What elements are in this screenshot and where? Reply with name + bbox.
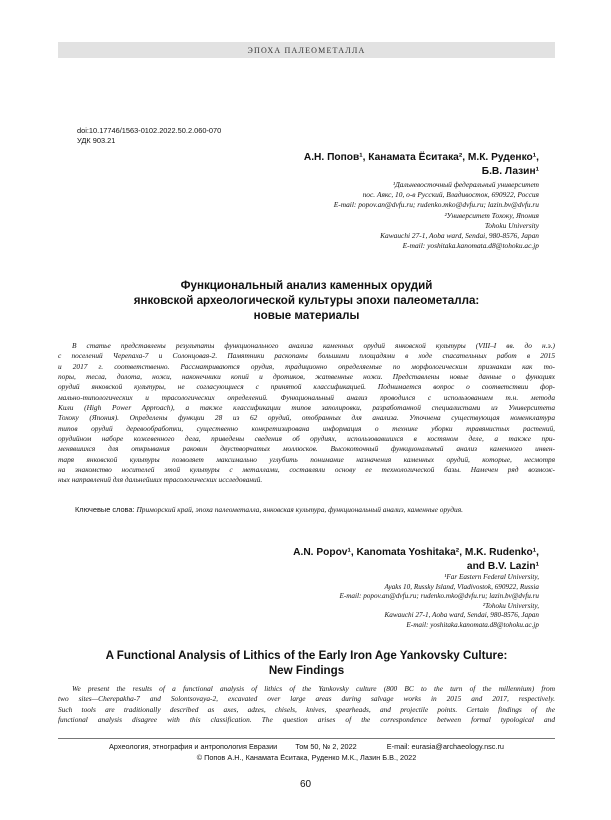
authors-ru-line2: Б.В. Лазин¹ — [481, 165, 539, 177]
abstract-ru-line: на знакомство носителей этой культуры с металлами, составляли основу ее технологической базы. Намечен ряд возмож- — [58, 465, 555, 475]
title-ru-line: новые материалы — [253, 309, 360, 322]
footer-line1 — [58, 742, 555, 751]
keywords-label: Ключевые слова: — [75, 505, 135, 514]
footer-rule — [58, 738, 555, 739]
title-en-line: A Functional Analysis of Lithics of the Early Iron Age Yankovsky Culture: — [105, 649, 508, 662]
abstract-ru-line: ных направлений для дальнейших трасологических исследований. — [58, 475, 263, 485]
abstract-ru-line: Кили (High Power Approach), а также классификации типов заполировки, разработанной специалистами из Университета — [58, 403, 555, 413]
affiliations-en — [339, 573, 539, 631]
title-ru-line: Функциональный анализ каменных орудий — [180, 279, 433, 292]
keywords-text: Приморский край, эпоха палеометалла, янковская культура, функциональный анализ, каменные орудия. — [136, 505, 464, 514]
abstract-ru — [58, 341, 555, 486]
abstract-ru-line: с поселений Черепаха-7 и Солонцовая-2. Памятники раскопаны большими площадями в ходе спасательных работ в 2015 — [58, 351, 555, 361]
abstract-en-line: functional analysis disagree with this classification. The question arises of the correspondence between formal typological and — [58, 715, 555, 725]
abstract-ru-line: Тохоку (Япония). Определены функции 28 из 62 орудий, отобранных для анализа. Уточнена существующая номенклатура — [58, 413, 555, 423]
affiliation-line: ¹Дальневосточный федеральный университет — [392, 180, 539, 189]
abstract-en-line: Such tools are traditionally described as axes, adzes, chisels, knives, spearheads, and projectile points. Certain findings of the — [58, 704, 555, 714]
abstract-ru-line: орудий янковской культуры, не согласующиеся с принятой классификацией. Поднимается вопрос о соответствии фор- — [58, 382, 555, 392]
affiliation-line: Ayaks 10, Russky Island, Vladivostok, 690922, Russia — [384, 582, 539, 591]
abstract-ru-line: поры, тесла, долота, ножи, наконечники копий и дротиков, жатвенные ножи. Представлены новые данные о функциях — [58, 372, 555, 382]
title-en — [58, 648, 555, 678]
keywords — [75, 505, 463, 514]
running-title: ЭПОХА ПАЛЕОМЕТАЛЛА — [247, 45, 366, 55]
abstract-en — [58, 684, 555, 725]
affiliation-line: E-mail: yoshitaka.kanomata.d8@tohoku.ac.jp — [406, 620, 539, 629]
affiliation-line: ²Tohoku University, — [482, 601, 539, 610]
authors-ru-line1: А.Н. Попов¹, Канамата Ёситака², М.К. Руденко¹, — [303, 152, 539, 163]
abstract-ru-line: типов орудий деревообработки, существенно конкретизирована информация о технике уборки травянистых растений, — [58, 423, 555, 433]
abstract-ru-line: менявшихся для открывания раковин двустворчатых моллюсков. Высокоточный функциональный анализ каменного инвен- — [58, 444, 555, 454]
abstract-en-line: two sites—Cherepakha-7 and Solontsovaya-2, excavated over large areas during salvage works in 2015 and 2017, respectively. — [58, 694, 555, 704]
footer-volume: Том 50, № 2, 2022 — [295, 742, 357, 751]
affiliation-line: Kawauchi 27-1, Aoba ward, Sendai, 980-8576, Japan — [380, 231, 539, 241]
authors-en — [293, 546, 539, 573]
abstract-en-line: We present the results of a functional analysis of lithics of the Yankovsky culture (800 BC to the turn of the millennium) from — [72, 684, 555, 693]
title-en-line: New Findings — [268, 664, 345, 677]
affiliation-line: ²Университет Тохоку, Япония — [444, 210, 539, 220]
abstract-ru-line: мально-типологических и трасологических определений. Функциональный анализ проводился с использованием т.н. метода — [58, 392, 555, 402]
authors-en-line1: A.N. Popov¹, Kanomata Yoshitaka², M.K. Rudenko¹, — [293, 547, 539, 558]
affiliation-line: E-mail: yoshitaka.kanomata.d8@tohoku.ac.jp — [402, 241, 539, 251]
affiliations-ru — [334, 180, 539, 251]
affiliation-line: пос. Аякс, 10, о-в Русский, Владивосток, 690922, Россия — [362, 190, 539, 200]
footer-journal: Археология, этнография и антропология Евразии — [109, 742, 278, 751]
title-ru — [58, 278, 555, 323]
abstract-ru-line: и 2017 г. соответственно. Рассматриваются орудия, традиционно определяемые по морфологическим признакам как то- — [58, 361, 555, 371]
page-number: 60 — [299, 779, 312, 790]
abstract-ru-line: таря янковской культуры позволяет максимально углубить понимание назначения каменных орудий, которые, несмотря — [58, 454, 555, 464]
title-ru-line: янковской археологической культуры эпохи палеометалла: — [133, 294, 480, 307]
affiliation-line: E-mail: popov.an@dvfu.ru; rudenko.mko@dvfu.ru; lazin.bv@dvfu.ru — [339, 592, 539, 601]
affiliation-line: ¹Far Eastern Federal University, — [444, 573, 539, 581]
article-meta — [77, 126, 221, 146]
footer-email: E-mail: eurasia@archaeology.nsc.ru — [386, 742, 504, 751]
affiliation-line: E-mail: popov.an@dvfu.ru; rudenko.mko@dvfu.ru; lazin.bv@dvfu.ru — [333, 200, 539, 210]
doi: doi:10.17746/1563-0102.2022.50.2.060-070 — [77, 126, 222, 135]
abstract-ru-line: орудийном наборе кожевенного дела, приведены сведения об орудиях, использовавшихся в костяном деле, а также при- — [58, 434, 555, 444]
authors-ru — [304, 151, 539, 178]
running-header — [58, 42, 555, 58]
affiliation-line: Kawauchi 27-1, Aoba ward, Sendai, 980-8576, Japan — [384, 611, 539, 620]
abstract-ru-line: В статье представлены результаты функционального анализа каменных орудий янковской культуры (VIII–I вв. до н.э.) — [72, 341, 555, 350]
footer-copyright: © Попов А.Н., Канамата Ёситака, Руденко М.К., Лазин Б.В., 2022 — [196, 753, 417, 762]
udk: УДК 903.21 — [77, 136, 116, 145]
authors-en-line2: and B.V. Lazin¹ — [466, 560, 539, 572]
affiliation-line: Tohoku University — [484, 220, 539, 230]
